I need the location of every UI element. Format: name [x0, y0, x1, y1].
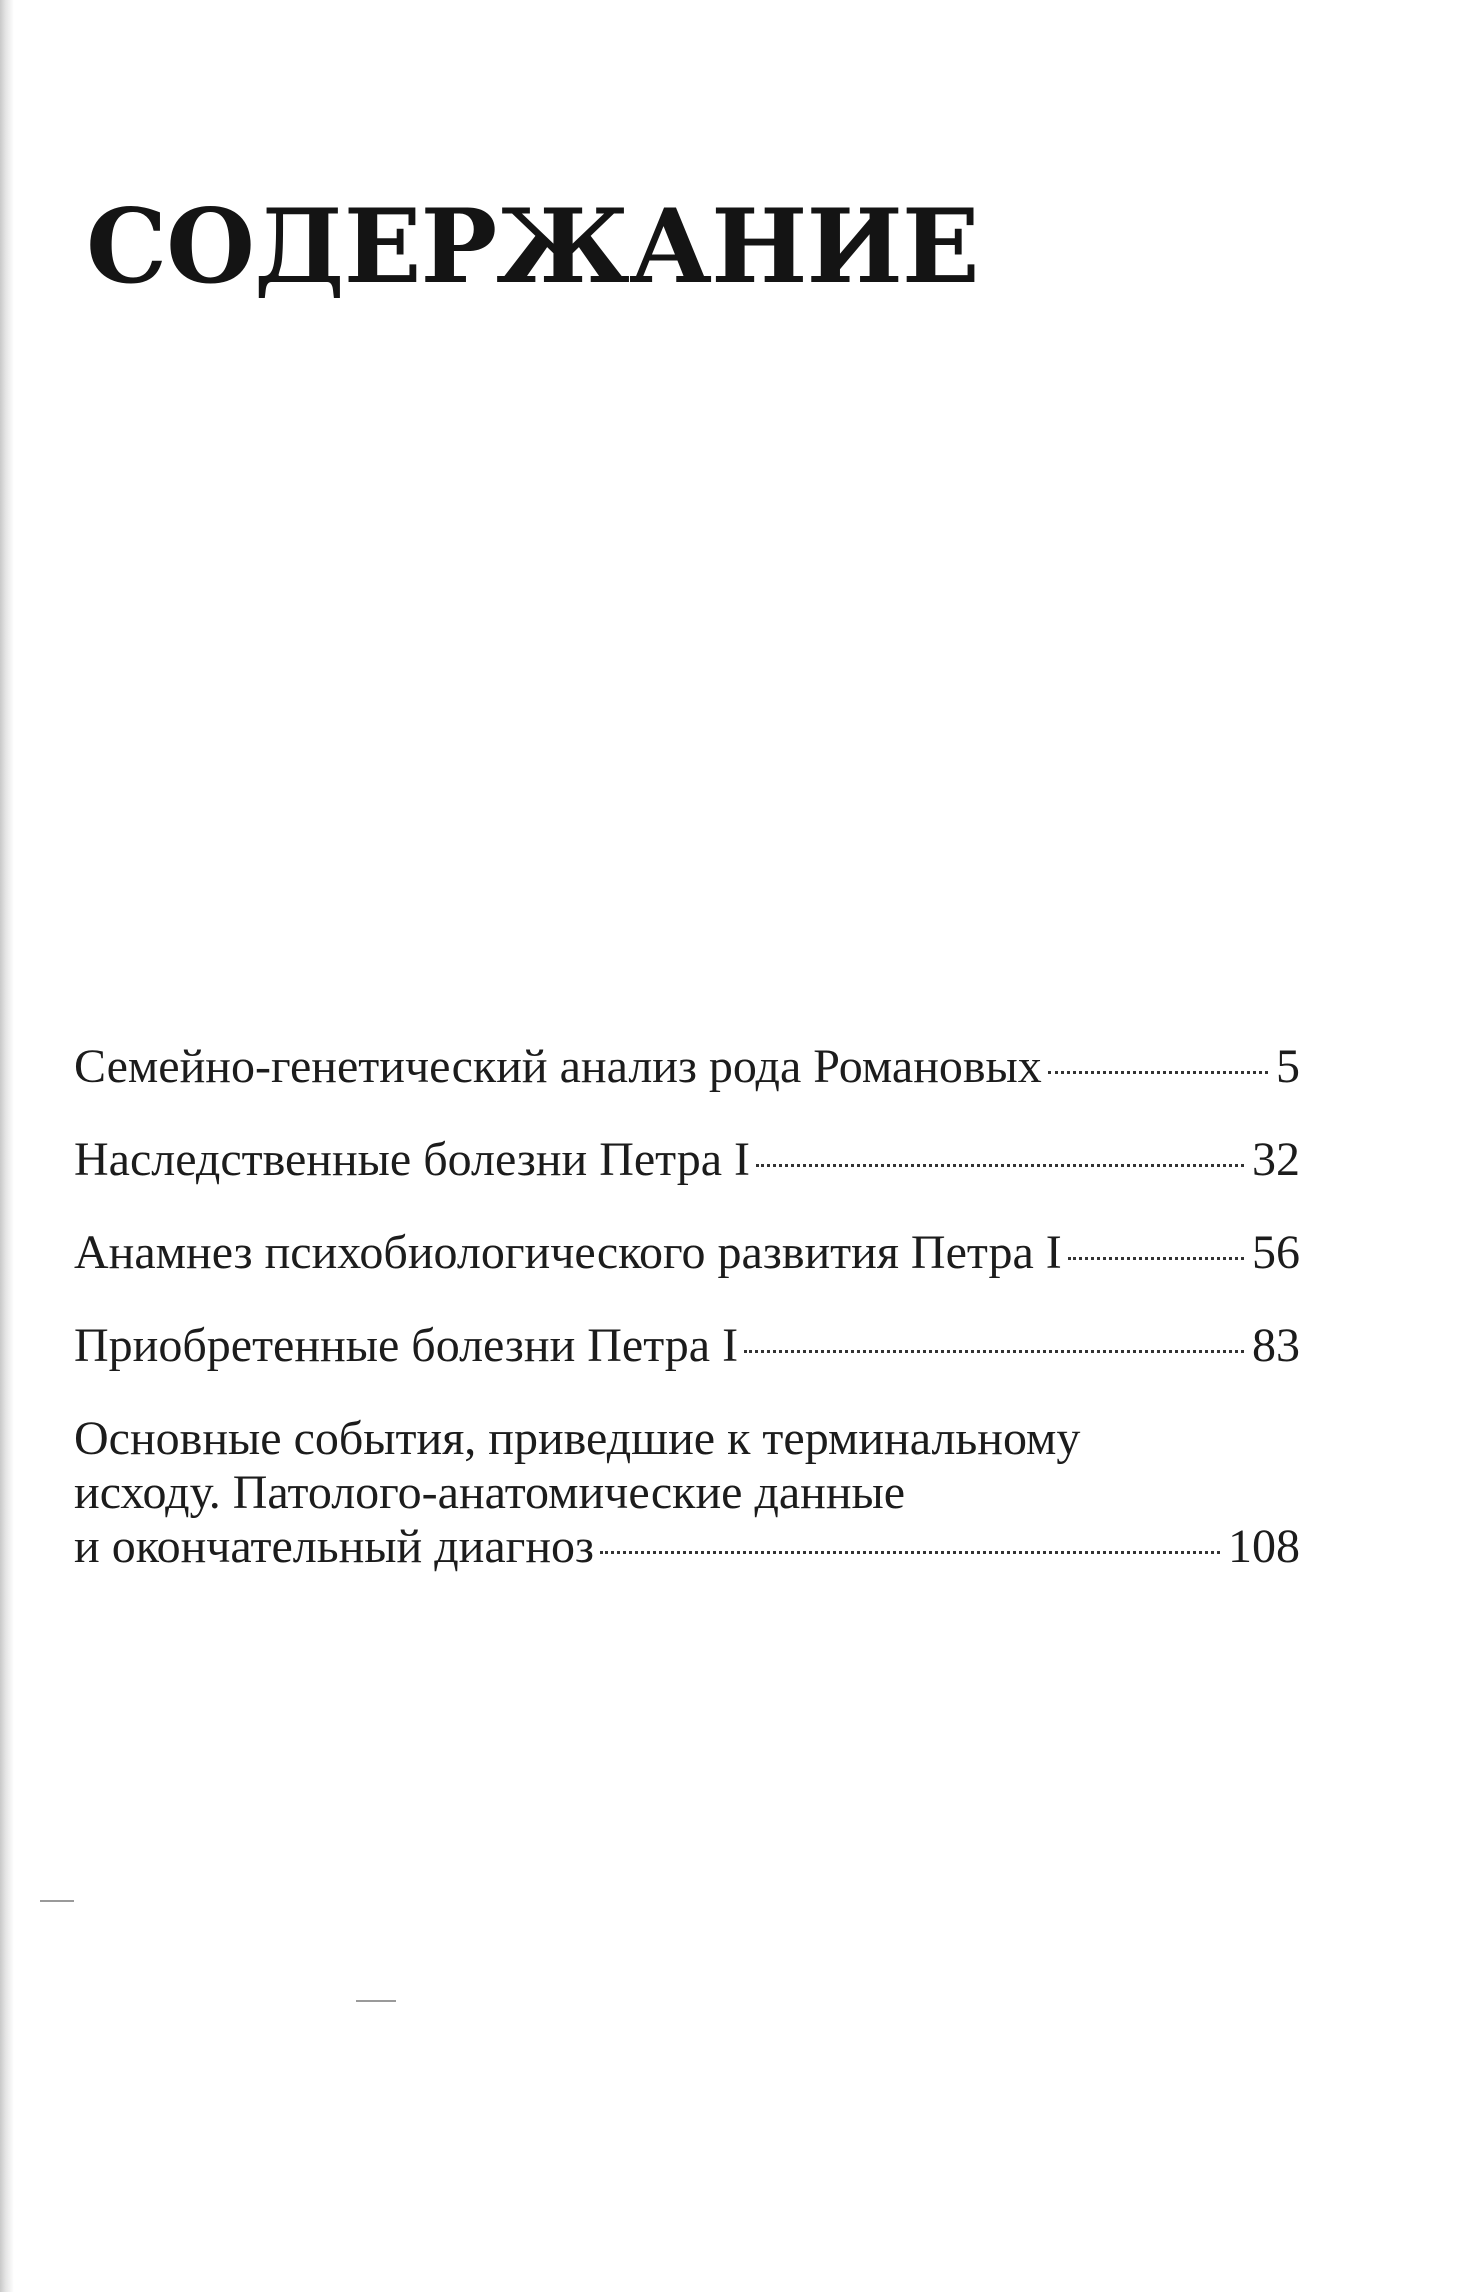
- scan-edge-shadow: [0, 0, 14, 2292]
- toc-entry-title-line: Основные события, приведшие к терминальному: [74, 1412, 1081, 1465]
- toc-page-number: 56: [1252, 1226, 1300, 1279]
- toc-entry[interactable]: [74, 1133, 1300, 1187]
- toc-entry-row: [74, 1133, 1300, 1187]
- toc-entry[interactable]: [74, 1040, 1300, 1094]
- toc-page-number: 108: [1228, 1520, 1300, 1573]
- toc-entry[interactable]: [74, 1412, 1300, 1574]
- toc-entry-title: Семейно-генетический анализ рода Романовых: [74, 1040, 1042, 1093]
- dot-leader: [744, 1350, 1244, 1353]
- toc-entry-row: [74, 1040, 1300, 1094]
- toc-entry-row: [74, 1226, 1300, 1280]
- toc-entry-title: Анамнез психобиологического развития Петра I: [74, 1226, 1062, 1279]
- scan-smudge: [356, 2000, 396, 2002]
- dot-leader: [1068, 1257, 1244, 1260]
- toc-entry-title-line: исходу. Патолого-анатомические данные: [74, 1466, 906, 1519]
- toc-entry-row: [74, 1520, 1300, 1574]
- toc-page-number: 83: [1252, 1319, 1300, 1372]
- toc-entry[interactable]: [74, 1319, 1300, 1373]
- scan-smudge: [40, 1900, 74, 1902]
- toc-entry-title: Наследственные болезни Петра I: [74, 1133, 751, 1186]
- toc-page-number: 5: [1276, 1040, 1300, 1093]
- toc-entry[interactable]: [74, 1226, 1300, 1280]
- page-title: СОДЕРЖАНИЕ: [86, 187, 979, 307]
- dot-leader: [756, 1164, 1244, 1167]
- toc-page-number: 32: [1252, 1133, 1300, 1186]
- dot-leader: [600, 1551, 1220, 1554]
- toc-entry-row: [74, 1319, 1300, 1373]
- table-of-contents: [74, 1040, 1300, 1613]
- dot-leader: [1048, 1071, 1268, 1074]
- toc-entry-title-line: и окончательный диагноз: [74, 1520, 594, 1573]
- toc-entry-title: Приобретенные болезни Петра I: [74, 1319, 739, 1372]
